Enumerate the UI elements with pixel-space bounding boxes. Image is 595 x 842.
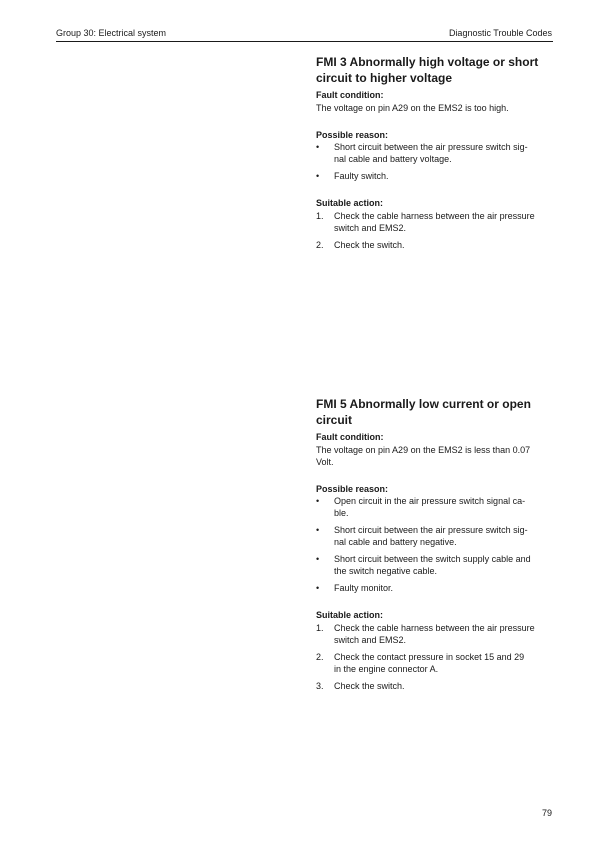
fmi3-section <box>316 55 556 256</box>
fmi3-reason-label: Possible reason: <box>316 129 389 140</box>
bullet-mark: • <box>316 142 320 152</box>
list-item-text: switch and EMS2. <box>334 222 407 233</box>
list-item <box>316 141 556 165</box>
list-item-text: Faulty switch. <box>334 171 389 181</box>
bullet-mark: • <box>316 496 320 506</box>
list-item-text: Check the cable harness between the air pressure <box>334 210 535 221</box>
list-item-text: Short circuit between the switch supply cable and <box>334 554 531 564</box>
fmi5-title-line1: FMI 5 Abnormally low current or open <box>316 397 531 411</box>
bullet-mark: • <box>316 554 320 564</box>
fault-text-line: The voltage on pin A29 on the EMS2 is less than 0.07 <box>316 444 531 455</box>
list-item <box>316 239 556 251</box>
list-item-text: in the engine connector A. <box>334 663 439 674</box>
step-number: 3. <box>316 680 324 691</box>
fmi3-reason-list <box>316 141 556 182</box>
list-item-text: Short circuit between the air pressure switch sig- <box>334 525 528 535</box>
list-item <box>316 524 556 548</box>
list-item-text: switch and EMS2. <box>334 634 407 645</box>
list-item-text: Short circuit between the air pressure switch sig- <box>334 142 528 152</box>
step-number: 2. <box>316 239 324 250</box>
bullet-mark: • <box>316 171 320 181</box>
running-header-left: Group 30: Electrical system <box>56 28 167 38</box>
fmi5-title <box>316 397 556 428</box>
list-item-text: Check the switch. <box>334 680 405 691</box>
list-item-text: Faulty monitor. <box>334 583 394 593</box>
list-item-text: nal cable and battery voltage. <box>334 154 452 164</box>
list-item <box>316 622 556 646</box>
fmi3-action-label: Suitable action: <box>316 198 384 208</box>
step-number: 2. <box>316 651 324 662</box>
list-item-text: nal cable and battery negative. <box>334 537 457 547</box>
step-number: 1. <box>316 210 324 221</box>
fmi3-action-list <box>316 210 556 251</box>
list-item-text: Check the switch. <box>334 239 405 250</box>
list-item-text: the switch negative cable. <box>334 566 438 576</box>
fmi5-fault-label: Fault condition: <box>316 432 384 442</box>
fmi5-section <box>316 397 556 697</box>
list-item-text: ble. <box>334 508 349 518</box>
bullet-mark: • <box>316 525 320 535</box>
list-item <box>316 651 556 675</box>
fmi5-action-label: Suitable action: <box>316 610 384 620</box>
list-item-text: Check the cable harness between the air pressure <box>334 622 535 633</box>
fmi3-fault-label: Fault condition: <box>316 90 384 100</box>
list-item-text: Open circuit in the air pressure switch signal ca- <box>334 496 526 506</box>
list-item-text: Check the contact pressure in socket 15 and 29 <box>334 651 525 662</box>
list-item <box>316 582 556 594</box>
fmi5-reason-label: Possible reason: <box>316 483 389 494</box>
running-header-right: Diagnostic Trouble Codes <box>448 28 552 38</box>
fmi5-fault-text <box>316 444 556 468</box>
list-item <box>316 210 556 234</box>
list-item <box>316 680 556 692</box>
fmi5-title-line2: circuit <box>316 412 353 427</box>
fmi3-title-line2: circuit to higher voltage <box>316 70 453 85</box>
list-item <box>316 495 556 519</box>
bullet-mark: • <box>316 583 320 593</box>
fmi3-title <box>316 55 556 86</box>
fmi3-fault-text: The voltage on pin A29 on the EMS2 is too high. <box>316 102 509 113</box>
fmi5-reason-list <box>316 495 556 594</box>
page-number: 79 <box>541 808 552 818</box>
list-item <box>316 553 556 577</box>
list-item <box>316 170 556 182</box>
step-number: 1. <box>316 622 324 633</box>
fmi3-title-line1: FMI 3 Abnormally high voltage or short <box>316 55 539 69</box>
fmi5-action-list <box>316 622 556 692</box>
header-divider <box>56 41 553 42</box>
fault-text-line: Volt. <box>316 456 334 467</box>
